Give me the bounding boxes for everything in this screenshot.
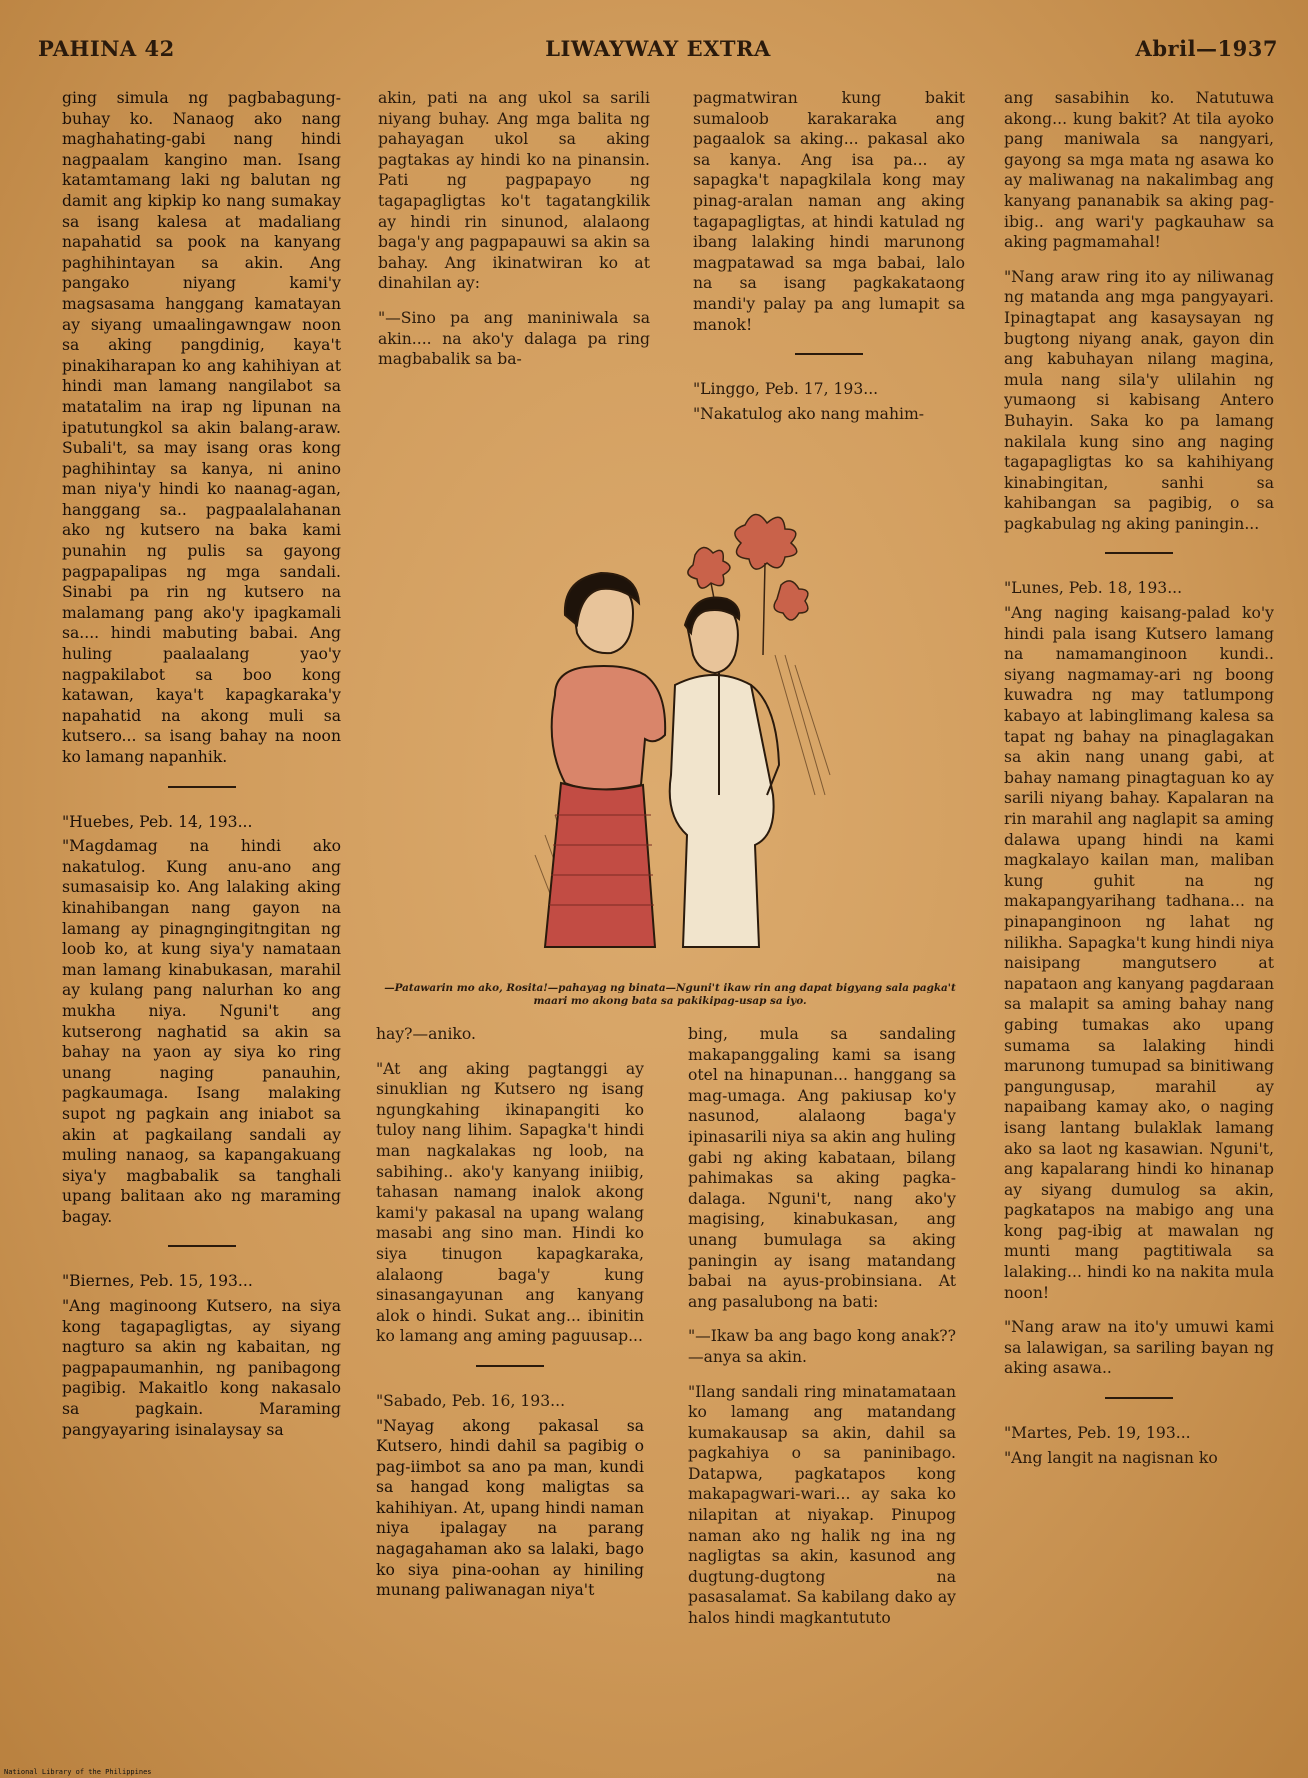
page-number: PAHINA 42 xyxy=(38,36,175,61)
column-1 xyxy=(62,88,341,1454)
section-divider xyxy=(795,353,863,355)
paragraph: "Nang araw na ito'y umuwi kami sa lalawigan, sa sariling bayan ng aking asawa.. xyxy=(1004,1318,1274,1378)
paragraph: bing, mula sa sandaling makapanggaling kami sa isang otel na hinapunan... hanggang sa mag-umaga. Ang pakiusap ko'y nasunod, alalaong baga'y ipinasarili niya sa akin ang huling gabi ng aking kabataan, bilang pahimakas sa aking pagka-dalaga. Nguni't, nang ako'y magising, kinabukasan, ang unang bumulaga sa aking paningin ay isang matandang babai na ayus-probinsiana. At ang pasalubong na bati: xyxy=(688,1025,956,1311)
column-2-top xyxy=(378,88,650,384)
diary-date: "Biernes, Peb. 15, 193... xyxy=(62,1272,253,1291)
section-divider xyxy=(168,786,236,788)
paragraph: pagmatwiran kung bakit sumaloob karakaraka ang pagaalok sa aking... pakasal ako sa kanya. Ang isa pa... ay sapagka't napagkilala kong may pinag-aralan naman ang aking tagapagligtas, at hindi katulad ng ibang lalaking hindi marunong magpatawad sa mga babai, lalo na sa isang pagkakataong mandi'y palay pa ang lumapit sa manok! xyxy=(693,89,965,334)
paragraph: "—Sino pa ang maniniwala sa akin.... na ako'y dalaga pa ring magbabalik sa ba- xyxy=(378,308,650,369)
paragraph: "Ang maginoong Kutsero, na siya kong tagapagligtas, ay siyang nagturo sa akin ng kabaitan, ng pagpapaumanhin, ng panibagong pagibig. Makaitlo kong nakasalo sa pagkain. Maraming pangyayaring isinalaysay sa xyxy=(62,1297,341,1439)
paragraph: "Ang naging kaisang-palad ko'y hindi pala isang Kutsero lamang na namamanginoon kundi.. siyang nagmamay-ari ng boong kuwadra ng may tatlumpong kabayo at labinglimang kalesa sa tapat ng bahay na pinaglagakan sa akin nang unang gabi, at bahay namang pinagtaguan ko ay sarili niyang bahay. Kapalaran na rin marahil ang naglapit sa aming dalawa upang hindi na kami magkalayo kailan man, maliban kung guhit na ng makapangyarihang tadhana... na pinapanginoon ng lahat ng nilikha. Sapagka't kung hindi niya naisipang mangutsero at napataon ang kanyang pagdaraan sa malapit sa aming bahay nang gabing tumakas ako upang sumama sa lalaking hindi marunong tumupad sa binitiwang pangungusap, marahil ay napaibang kamay ako, o naging isang lantang bulaklak lamang ako sa laot ng kasawian. Nguni't, ang kapalarang hindi ko hinanap ay siyang dumulog sa akin, pagkatapos na mabigo ang una kong pag-ibig at mawalan ng munti mang pagtitiwala sa lalaking... hindi ko na nakita mula noon! xyxy=(1004,604,1274,1302)
issue-date: Abril—1937 xyxy=(1135,36,1278,61)
woman-figure xyxy=(545,573,665,947)
library-credit: National Library of the Philippines xyxy=(4,1768,152,1776)
paragraph: "Nakatulog ako nang mahim- xyxy=(693,404,925,423)
paragraph: "At ang aking pagtanggi ay sinuklian ng Kutsero ng isang ngungkahing ikinapangiti ko tuloy nang lihim. Sapagka't hindi man nagkalakas ng loob, na sabihing.. ako'y kanyang iniibig, tahasan namang inalok akong kami'y pakasal na upang walang masabi ang sino man. Hindi ko siya tinugon kapagkaraka, alalaong baga'y kung sinasangayunan ang kanyang alok o hindi. Sukat ang... ibinitin ko lamang ang aming paguusap... xyxy=(376,1059,644,1346)
section-divider xyxy=(1105,552,1173,554)
column-2-bottom xyxy=(376,1024,644,1615)
illustration-caption: —Patawarin mo ako, Rosita!—pahayag ng binata—Nguni't ikaw rin ang dapat bigyang sala pagka't maari mo akong bata sa pakikipag-usap sa iyo. xyxy=(384,982,956,1007)
paragraph: "Nayag akong pakasal sa Kutsero, hindi dahil sa pagibig o pag-iimbot sa ano pa man, kundi sa hangad kong maligtas sa kahihiyan. At, upang hindi naman niya ipalagay na parang nagagahaman ako sa lalaki, bago ko siya pina-oohan ay hiniling munang paliwanagan niya't xyxy=(376,1416,644,1600)
paragraph: "Ang langit na nagisnan ko xyxy=(1004,1448,1218,1467)
paragraph: "Magdamag na hindi ako nakatulog. Kung anu-ano ang sumasaisip ko. Ang lalaking aking kinahibangan nang gayon na lamang ay pinagngingitngitan ng loob ko, at kung siya'y namataan man lamang kinabukasan, marahil ay kulang pang nalurhan ko ang mukha niya. Nguni't ang kutserong naghatid sa akin sa bahay na yaon ay siya ko ring unang naging panauhin, pagkaumaga. Isang malaking supot ng pagkain ang iniabot sa akin at pagkailang sandali ay muling nanaog, sa kapangakuang siya'y magbabalik sa tanghali upang balitaan ako ng maraming bagay. xyxy=(62,837,341,1226)
magazine-title: LIWAYWAY EXTRA xyxy=(545,36,771,61)
paragraph: "—Ikaw ba ang bago kong anak??—anya sa akin. xyxy=(688,1327,956,1366)
couple-illustration xyxy=(515,495,845,950)
column-3-top xyxy=(693,88,965,438)
section-divider xyxy=(1105,1397,1173,1399)
column-3-bottom xyxy=(688,1024,956,1643)
diary-date: "Lunes, Peb. 18, 193... xyxy=(1004,579,1183,598)
paragraph: ging simula ng pagbabagung-buhay ko. Nanaog ako nang maghahating-gabi nang hindi nagpaalam kangino man. Isang katamtamang laki ng balutan ng damit ang kipkip ko nang sumakay sa isang kalesa at madaliang napahatid sa pook na kanyang paghihintayan sa akin. Ang pangako niyang kami'y magsasama hanggang kamatayan ay siyang umaalingawngaw noon sa aking pangdinig, kaya't pinakiharapan ko ang kahihiyan at hindi man lamang nangilabot sa matatalim na irap ng lipunan na ipatutungkol sa akin balang-araw. Subali't, sa may isang oras kong paghihintay sa kanya, ni anino man niya'y hindi ko naanag-agan, hanggang sa.. pagpaalalahanan ako ng kutsero na baka kami punahin ng pulis sa gayong pagpapalipas ng mga sandali. Sinabi pa rin ng kutsero na malamang pang ako'y ipagkamali sa.... hindi mabuting babai. Ang huling paalaalang yao'y nagpakilabot sa boo kong katawan, kaya't kapagkaraka'y napahatid na akong muli sa kutsero... sa isang bahay na noon ko lamang napanhik. xyxy=(62,89,341,766)
diary-date: "Linggo, Peb. 17, 193... xyxy=(693,380,879,399)
diary-date: "Sabado, Peb. 16, 193... xyxy=(376,1391,566,1410)
paragraph: akin, pati na ang ukol sa sarili niyang buhay. Ang mga balita ng pahayagan ukol sa aking pagtakas ay hindi ko na pinansin. Pati ng pagpapayo ng tagapagligtas ko't tagatangkilik ay hindi rin sinunod, alalaong baga'y ang pagpapauwi sa akin sa bahay. Ang ikinatwiran ko at dinahilan ay: xyxy=(378,89,650,293)
paragraph: ang sasabihin ko. Natutuwa akong... kung bakit? At tila ayoko pang maniwala sa nangyari, gayong sa mga mata ng asawa ko ay maliwanag na nakalimbag ang kanyang pananabik sa aking pag-ibig.. ang wari'y pagkauhaw sa aking pagmamahal! xyxy=(1004,89,1274,252)
paragraph: "Ilang sandali ring minatamataan ko lamang ang matandang kumakausap sa akin, dahil sa pagkahiya o sa paninibago. Datapwa, pagkatapos kong makapagwari-wari... ay saka ko nilapitan at niyakap. Pinupog naman ako ng halik ng ina ng nagligtas sa akin, kasunod ang dugtung-dugtong na pasasalamat. Sa kabilang dako ay halos hindi magkantututo xyxy=(688,1382,956,1628)
paragraph: "Nang araw ring ito ay niliwanag ng matanda ang mga pangyayari. Ipinagtapat ang kasaysayan ng bugtong niyang anak, gayon din ang kabuhayan nilang magina, mula nang sila'y ulilahin ng yumaong si kabisang Antero Buhayin. Saka ko pa lamang nakilala kung sino ang naging tagapagligtas ko sa kahihiyang kinabingitan, sanhi sa kahibangan sa pagibig, o sa pagkabulag ng aking paningin... xyxy=(1004,267,1274,533)
diary-date: "Martes, Peb. 19, 193... xyxy=(1004,1424,1191,1443)
page-header xyxy=(38,36,1278,66)
section-divider xyxy=(476,1365,544,1367)
section-divider xyxy=(168,1245,236,1247)
paragraph: hay?—aniko. xyxy=(376,1025,476,1043)
column-4 xyxy=(1004,88,1274,1482)
diary-date: "Huebes, Peb. 14, 193... xyxy=(62,812,253,831)
